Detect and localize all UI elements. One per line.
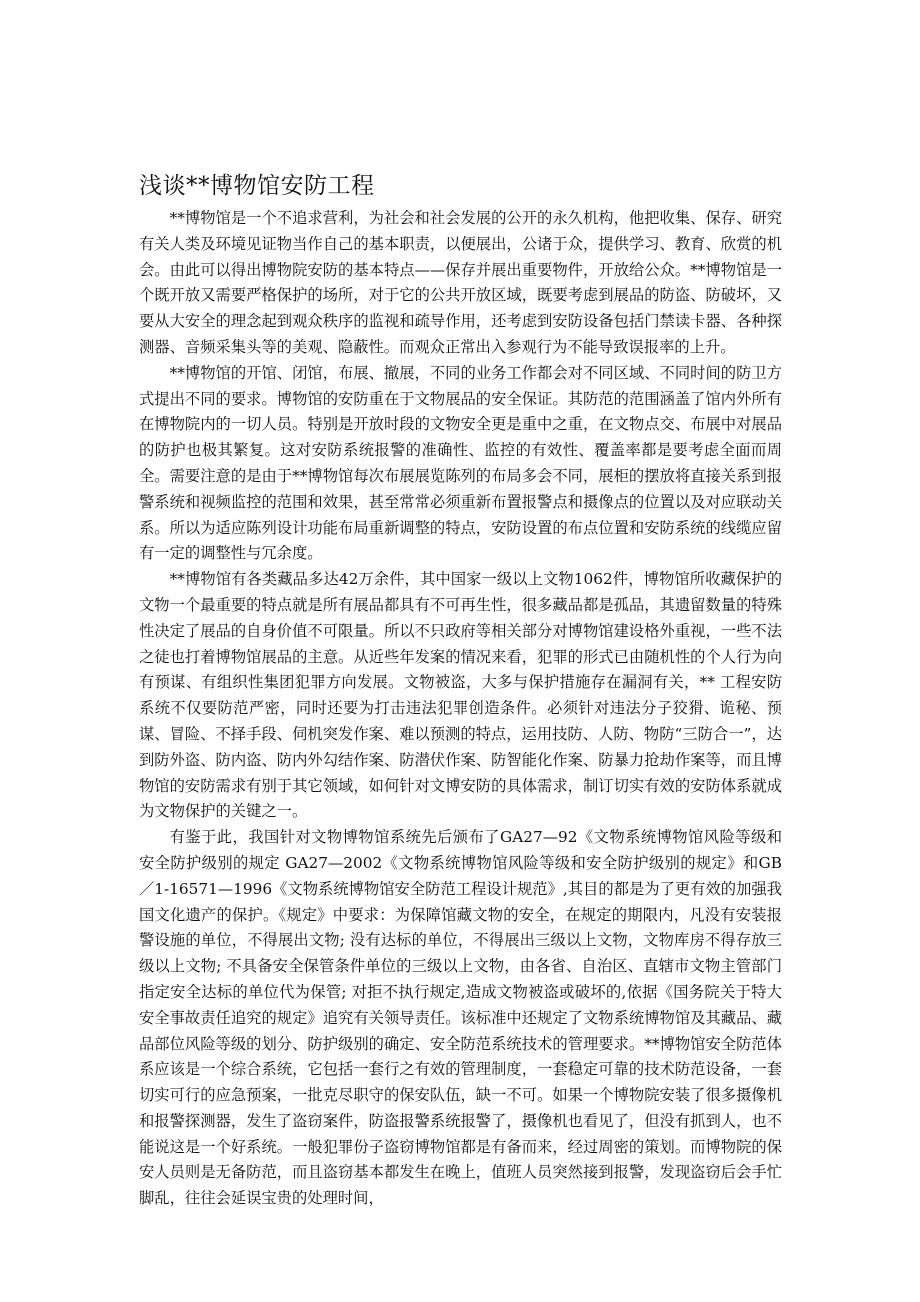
paragraph-2: **博物馆的开馆、闭馆，布展、撤展，不同的业务工作都会对不同区域、不同时间的防卫方式提出不同的要求。博物馆的安防重在于文物展品的安全保证。其防范的范围涵盖了馆内外所有在博物院内的一切人员。特别是开放时段的文物安全更是重中之重，在文物点交、布展中对展品的防护也极其繁复。这对安防系统报警的准确性、监控的有效性、覆盖率都是要考虑全面而周全。需要注意的是由于**博物馆每次布展展览陈列的布局多会不同，展柜的摆放将直接关系到报警系统和视频监控的范围和效果，甚至常常必须重新布置报警点和摄像点的位置以及对应联动关系。所以为适应陈列设计功能布局重新调整的特点，安防设置的布点位置和安防系统的线缆应留有一定的调整性与冗余度。 — [139, 363, 782, 563]
document-body — [139, 206, 782, 1212]
paragraph-4: 有鉴于此，我国针对文物博物馆系统先后颁布了GA27—92《文物系统博物馆风险等级和安全防护级别的规定 GA27—2002《文物系统博物馆风险等级和安全防护级别的规定》和GB／1-16571—1996《文物系统博物馆安全防范工程设计规范》,其目的都是为了更有效的加强我国文化遗产的保护。《规定》中要求：为保障馆藏文物的安全，在规定的期限内，凡没有安装报警设施的单位，不得展出文物; 没有达标的单位，不得展出三级以上文物，文物库房不得存放三级以上文物; 不具备安全保管条件单位的三级以上文物，由各省、自治区、直辖市文物主管部门指定安全达标的单位代为保管; 对拒不执行规定,造成文物被盗或破坏的,依据《国务院关于特大安全事故责任追究的规定》追究有关领导责任。该标准中还规定了文物系统博物馆及其藏品、藏品部位风险等级的划分、防护级别的确定、安全防范系统技术的管理要求。**博物馆安全防范体系应该是一个综合系统，它包括一套行之有效的管理制度，一套稳定可靠的技术防范设备，一套切实可行的应急预案，一批克尽职守的保安队伍，缺一不可。如果一个博物院安装了很多摄像机和报警探测器，发生了盗窃案件，防盗报警系统报警了，摄像机也看见了，但没有抓到人，也不能说这是一个好系统。一般犯罪份子盗窃博物馆都是有备而来，经过周密的策划。而博物院的保安人员则是无备防范，而且盗窃基本都发生在晚上，值班人员突然接到报警，发现盗窃后会手忙脚乱，往往会延误宝贵的处理时间， — [139, 828, 782, 1208]
paragraph-3: **博物馆有各类藏品多达42万余件，其中国家一级以上文物1062件，博物馆所收藏保护的文物一个最重要的特点就是所有展品都具有不可再生性，很多藏品都是孤品，其遗留数量的特殊性决定了展品的自身价值不可限量。所以不只政府等相关部分对博物馆建设格外重视，一些不法之徒也打着博物馆展品的主意。从近些年发案的情况来看，犯罪的形式已由随机性的个人行为向有预谋、有组织性集团犯罪方向发展。文物被盗，大多与保护措施存在漏洞有关，** 工程安防系统不仅要防范严密，同时还要为打击违法犯罪创造条件。必须针对违法分子狡猾、诡秘、预谋、冒险、不择手段、伺机突发作案、难以预测的特点，运用技防、人防、物防“三防合一”，达到防外盗、防内盗、防内外勾结作案、防潜伏作案、防智能化作案、防暴力抢劫作案等，而且博物馆的安防需求有别于其它领域，如何针对文博安防的具体需求，制订切实有效的安防体系就成为文物保护的关键之一。 — [139, 570, 782, 821]
document-title: 浅谈**博物馆安防工程 — [139, 173, 375, 199]
paragraph-1: **博物馆是一个不追求营利，为社会和社会发展的公开的永久机构，他把收集、保存、研究有关人类及环境见证物当作自己的基本职责，以便展出，公诸于众，提供学习、教育、欣赏的机会。由此可以得出博物院安防的基本特点——保存并展出重要物件，开放给公众。**博物馆是一个既开放又需要严格保护的场所，对于它的公共开放区域，既要考虑到展品的防盗、防破坏，又要从大安全的理念起到观众秩序的监视和疏导作用，还考虑到安防设备包括门禁读卡器、各种探测器、音频采集头等的美观、隐蔽性。而观众正常出入参观行为不能导致误报率的上升。 — [139, 209, 782, 356]
